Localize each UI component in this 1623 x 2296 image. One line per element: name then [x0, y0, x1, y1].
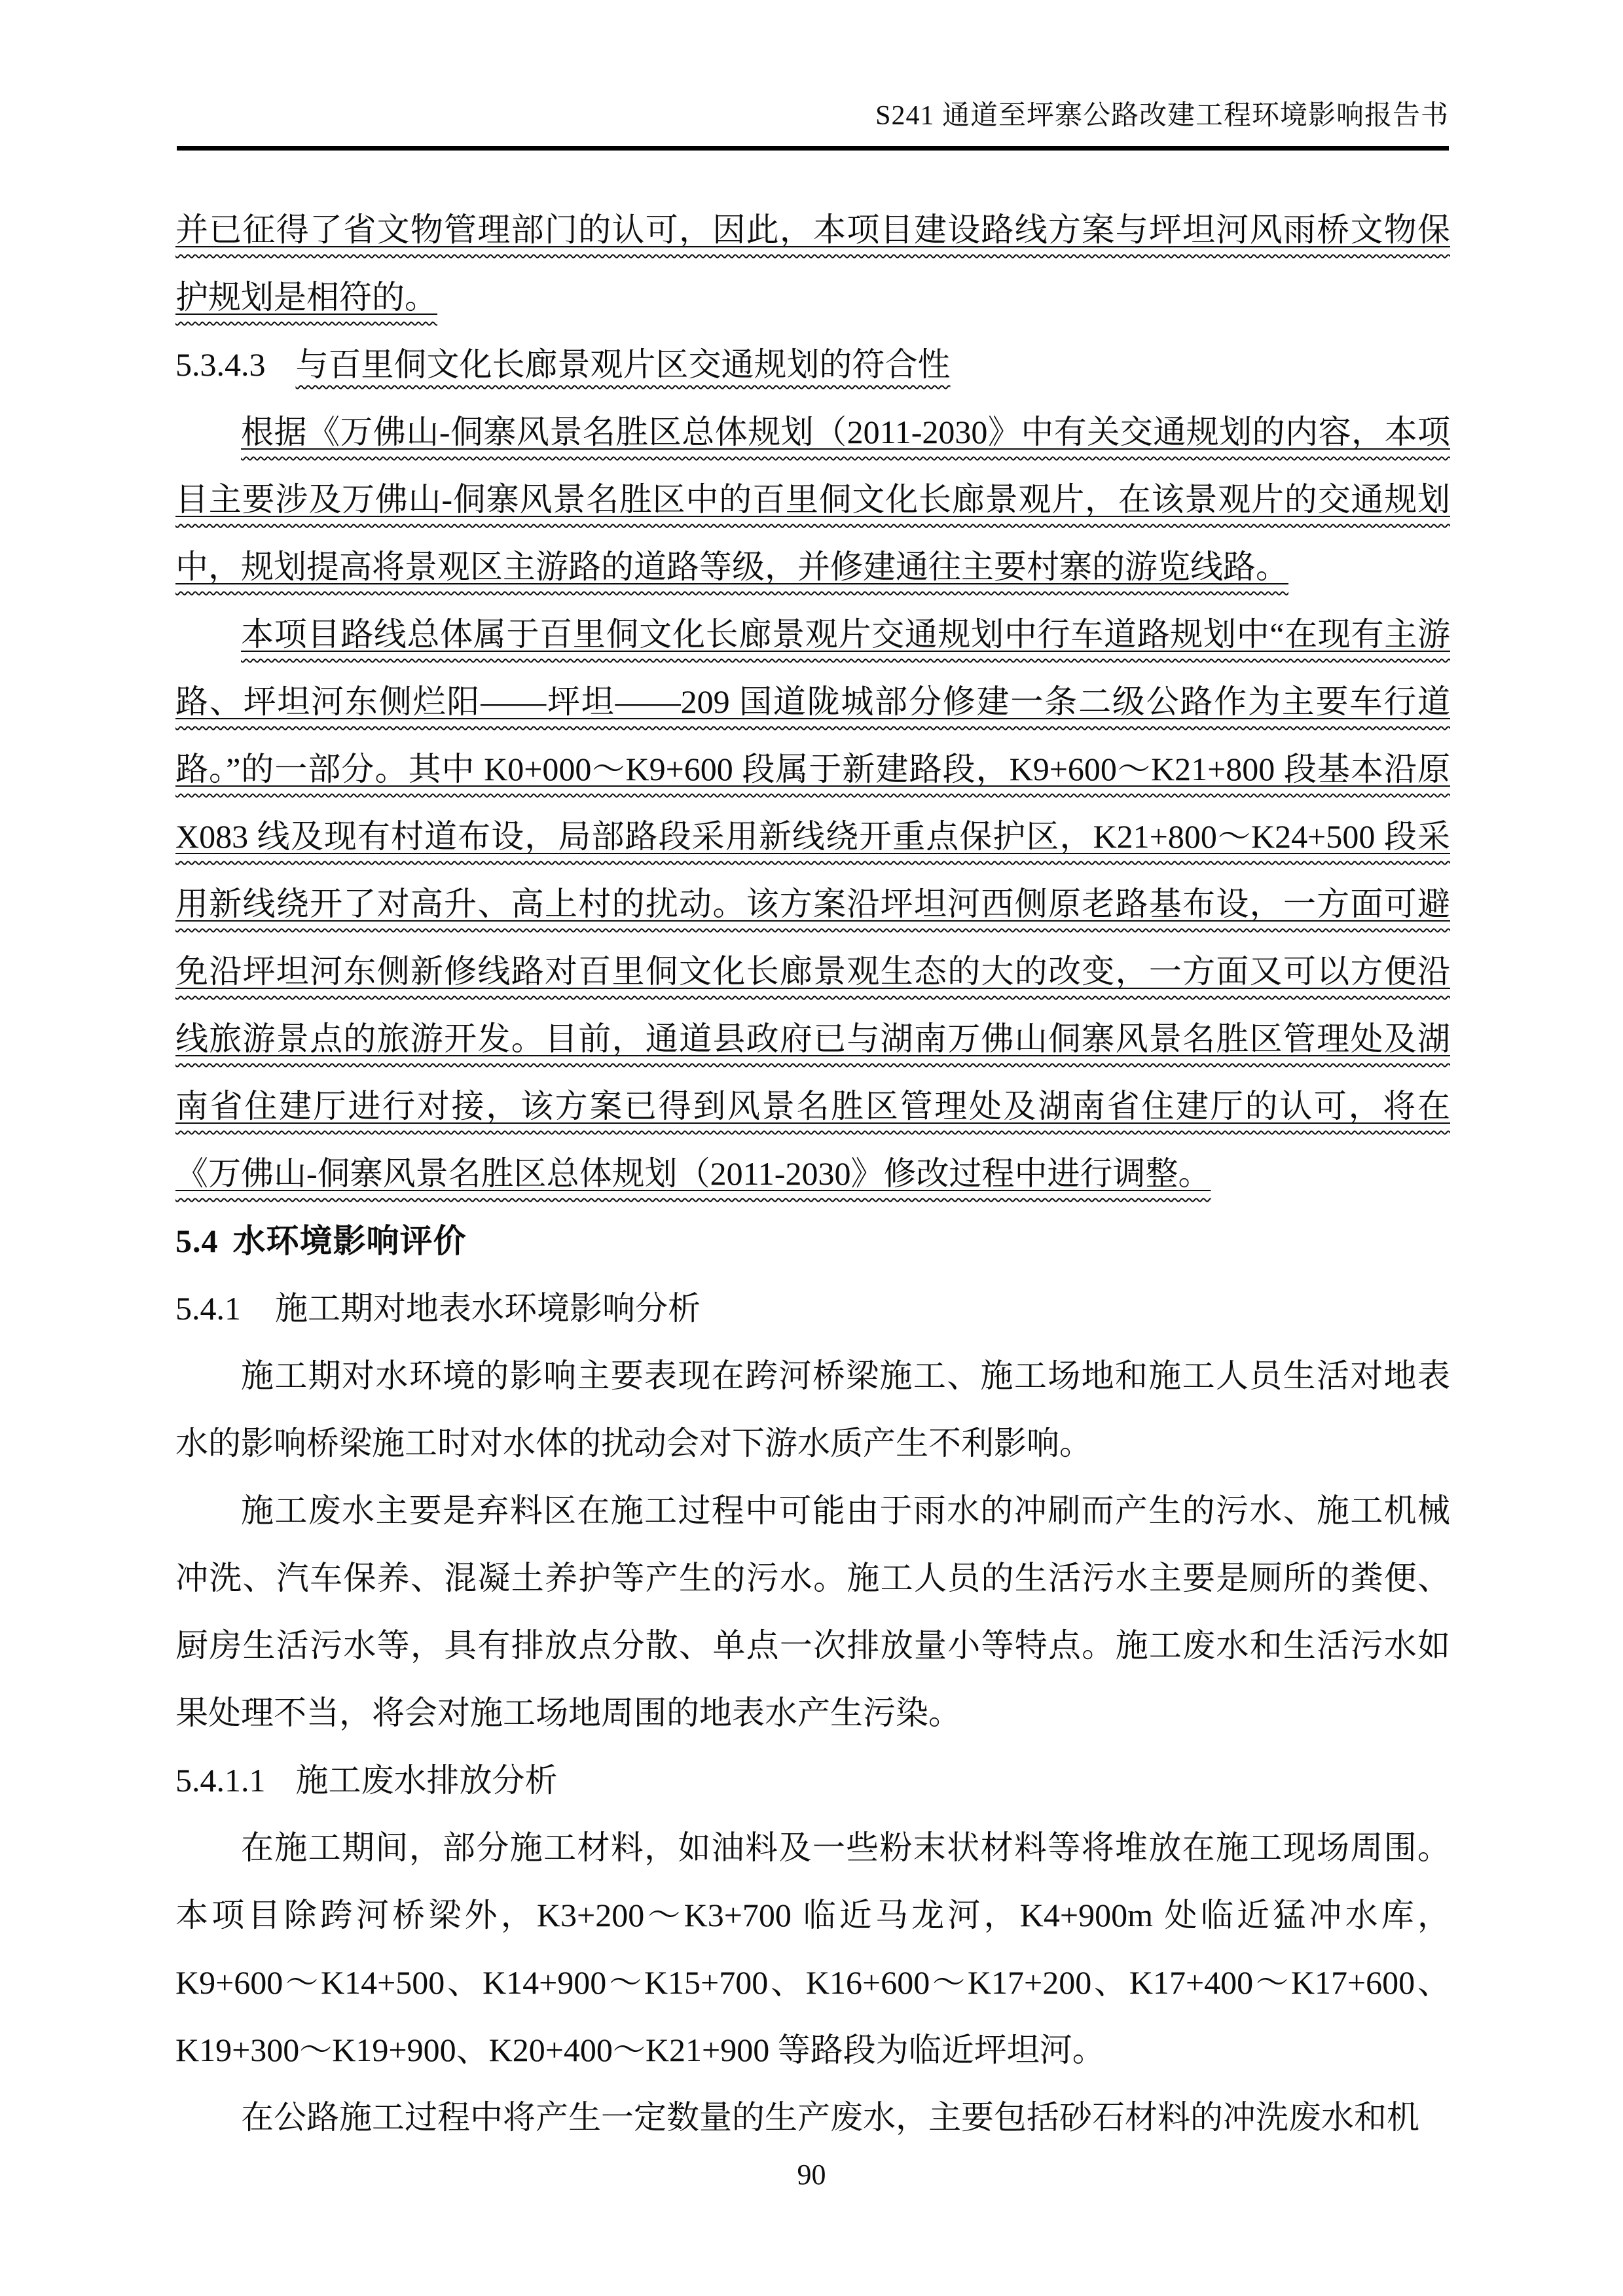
heading-title: 与百里侗文化长廊景观片区交通规划的符合性 — [295, 346, 951, 383]
page-footer — [0, 2158, 1623, 2191]
heading-5-4-1-1 — [175, 1747, 1450, 1814]
paragraph-heritage-approval: 并已征得了省文物管理部门的认可，因此，本项目建设路线方案与坪坦河风雨桥文物保护规划是相符的。 — [175, 211, 1450, 315]
page-body — [175, 196, 1450, 2151]
paragraph-master-plan: 根据《万佛山-侗寨风景名胜区总体规划（2011-2030》中有关交通规划的内容，本项目主要涉及万佛山-侗寨风景名胜区中的百里侗文化长廊景观片，在该景观片的交通规划中，规划提高将景观区主游路的道路等级，并修建通往主要村寨的游览线路。 — [175, 414, 1450, 585]
heading-number: 5.4.1 — [175, 1290, 241, 1327]
page-number: 90 — [797, 2159, 826, 2191]
paragraph-construction-wastewater: 施工废水主要是弃料区在施工过程中可能由于雨水的冲刷而产生的污水、施工机械冲洗、汽车保养、混凝土养护等产生的污水。施工人员的生活污水主要是厕所的粪便、厨房生活污水等，具有排放点分散、单点一次排放量小等特点。施工废水和生活污水如果处理不当，将会对施工场地周围的地表水产生污染。 — [175, 1492, 1450, 1731]
heading-5-4 — [175, 1208, 1450, 1275]
heading-title: 施工废水排放分析 — [295, 1762, 558, 1799]
report-title: S241 通道至坪寨公路改建工程环境影响报告书 — [875, 101, 1449, 131]
paragraph-production-wastewater: 在公路施工过程中将产生一定数量的生产废水，主要包括砂石材料的冲洗废水和机 — [241, 2099, 1419, 2136]
heading-title: 施工期对地表水环境影响分析 — [275, 1290, 701, 1327]
header-rule — [177, 146, 1449, 151]
heading-5-3-4-3 — [175, 331, 1450, 399]
heading-5-4-1 — [175, 1275, 1450, 1342]
page-header — [177, 98, 1449, 151]
heading-title: 水环境影响评价 — [232, 1223, 467, 1259]
heading-number: 5.4 — [175, 1223, 219, 1259]
heading-number: 5.4.1.1 — [175, 1762, 266, 1799]
paragraph-construction-water-impact: 施工期对水环境的影响主要表现在跨河桥梁施工、施工场地和施工人员生活对地表水的影响桥梁施工时对水体的扰动会对下游水质产生不利影响。 — [175, 1357, 1450, 1462]
paragraph-materials-storage: 在施工期间，部分施工材料，如油料及一些粉末状材料等将堆放在施工现场周围。本项目除跨河桥梁外，K3+200～K3+700 临近马龙河，K4+900m 处临近猛冲水库，K9+600～K14+500、K14+900～K15+700、K16+600～K17+200、K17+400～K17+600、K19+300～K19+900、K20+400～K21+900 等路段为临近坪坦河。 — [175, 1829, 1450, 2068]
paragraph-route-description: 本项目路线总体属于百里侗文化长廊景观片交通规划中行车道路规划中“在现有主游路、坪坦河东侧烂阳——坪坦——209 国道陇城部分修建一条二级公路作为主要车行道路。”的一部分。其中 K0+000～K9+600 段属于新建路段，K9+600～K21+800 段基本沿原 X083 线及现有村道布设，局部路段采用新线绕开重点保护区，K21+800～K24+500 段采用新线绕开了对高升、高上村的扰动。该方案沿坪坦河西侧原老路基布设，一方面可避免沿坪坦河东侧新修线路对百里侗文化长廊景观生态的大的改变，一方面又可以方便沿线旅游景点的旅游开发。目前，通道县政府已与湖南万佛山侗寨风景名胜区管理处及湖南省住建厅进行对接，该方案已得到风景名胜区管理处及湖南省住建厅的认可，将在《万佛山-侗寨风景名胜区总体规划（2011-2030》修改过程中进行调整。 — [175, 616, 1450, 1192]
heading-number: 5.3.4.3 — [175, 346, 266, 383]
